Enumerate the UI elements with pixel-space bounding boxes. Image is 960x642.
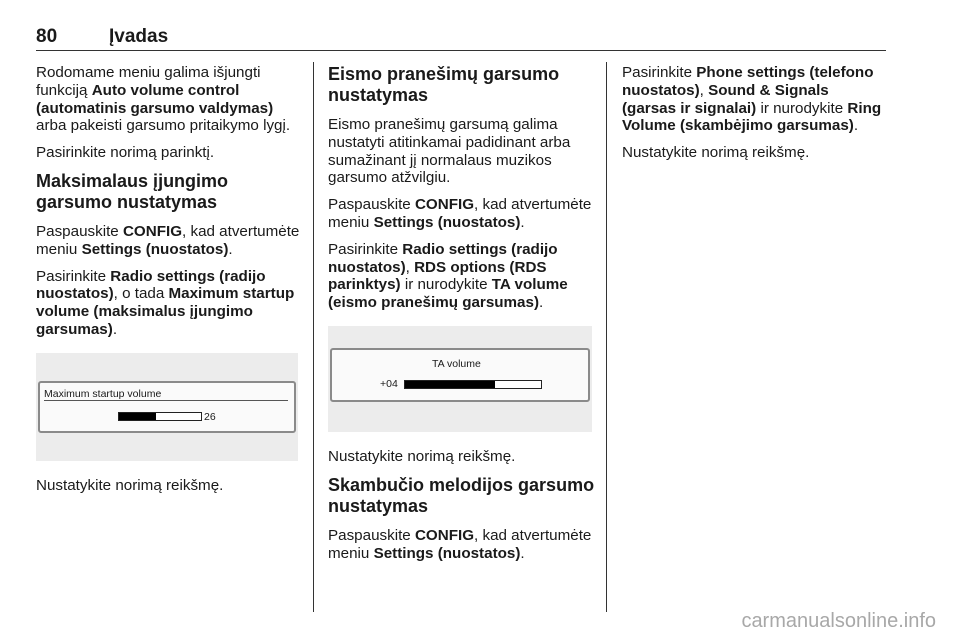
screenshot-max-startup-volume xyxy=(36,353,298,461)
page-number: 80 xyxy=(36,26,58,47)
paragraph: Paspauskite CONFIG, kad atvertumėte meniu Settings (nuostatos). xyxy=(36,222,300,258)
screenshot-ta-volume xyxy=(328,326,592,432)
column-divider-1 xyxy=(313,62,314,612)
paragraph: Paspauskite CONFIG, kad atvertumėte meniu Settings (nuostatos). xyxy=(328,526,592,562)
volume-bar-fill xyxy=(119,413,156,420)
paragraph: Nustatykite norimą reikšmę. xyxy=(328,447,516,465)
column-1 xyxy=(36,64,306,504)
paragraph: Pasirinkite Phone settings (telefono nuostatos), Sound & Signals (garsas ir signalai) ir nurodykite Ring Volume (skambėjimo garsumas). xyxy=(622,64,882,135)
heading-ring-volume: Skambučio melodijos garsumo nustatymas xyxy=(328,474,595,516)
display-panel xyxy=(330,348,590,402)
volume-value: +04 xyxy=(380,377,398,390)
paragraph: Eismo pranešimų garsumą galima nustatyti atitinkamai padidinant arba sumažinant jį normalaus muzikos garsumo atžvilgiu. xyxy=(328,116,571,187)
column-2 xyxy=(328,64,596,571)
display-title: TA volume xyxy=(432,357,481,370)
section-title: Įvadas xyxy=(109,26,169,47)
volume-bar xyxy=(118,412,202,421)
column-divider-2 xyxy=(606,62,607,612)
heading-ta-volume: Eismo pranešimų garsumo nustatymas xyxy=(328,64,560,105)
column-3 xyxy=(622,64,886,171)
paragraph: Paspauskite CONFIG, kad atvertumėte meniu Settings (nuostatos). xyxy=(328,196,592,231)
display-underline xyxy=(44,400,288,401)
display-panel xyxy=(38,381,296,433)
volume-bar xyxy=(404,380,542,389)
paragraph: Pasirinkite Radio settings (radijo nuostatos), RDS options (RDS parinktys) ir nurodykite TA volume (eismo pranešimų garsumas). xyxy=(328,240,568,312)
paragraph: Pasirinkite norimą parinktį. xyxy=(36,144,215,162)
volume-bar-fill xyxy=(405,381,495,388)
display-title: Maximum startup volume xyxy=(44,387,162,400)
paragraph: Pasirinkite Radio settings (radijo nuostatos), o tada Maximum startup volume (maksimalus įjungimo garsumas). xyxy=(36,267,295,338)
watermark: carmanualsonline.info xyxy=(741,610,936,632)
heading-max-startup-volume: Maksimalaus įjungimo garsumo nustatymas xyxy=(36,170,229,212)
volume-value: 26 xyxy=(204,410,216,423)
paragraph: Nustatykite norimą reikšmę. xyxy=(622,144,810,162)
paragraph: Nustatykite norimą reikšmę. xyxy=(36,476,224,494)
header-rule xyxy=(36,50,886,51)
page-header xyxy=(36,26,886,48)
paragraph: Rodomame meniu galima išjungti funkciją Auto volume control (automatinis garsumo valdymas) arba pakeisti garsumo pritaikymo lygį. xyxy=(36,64,291,135)
